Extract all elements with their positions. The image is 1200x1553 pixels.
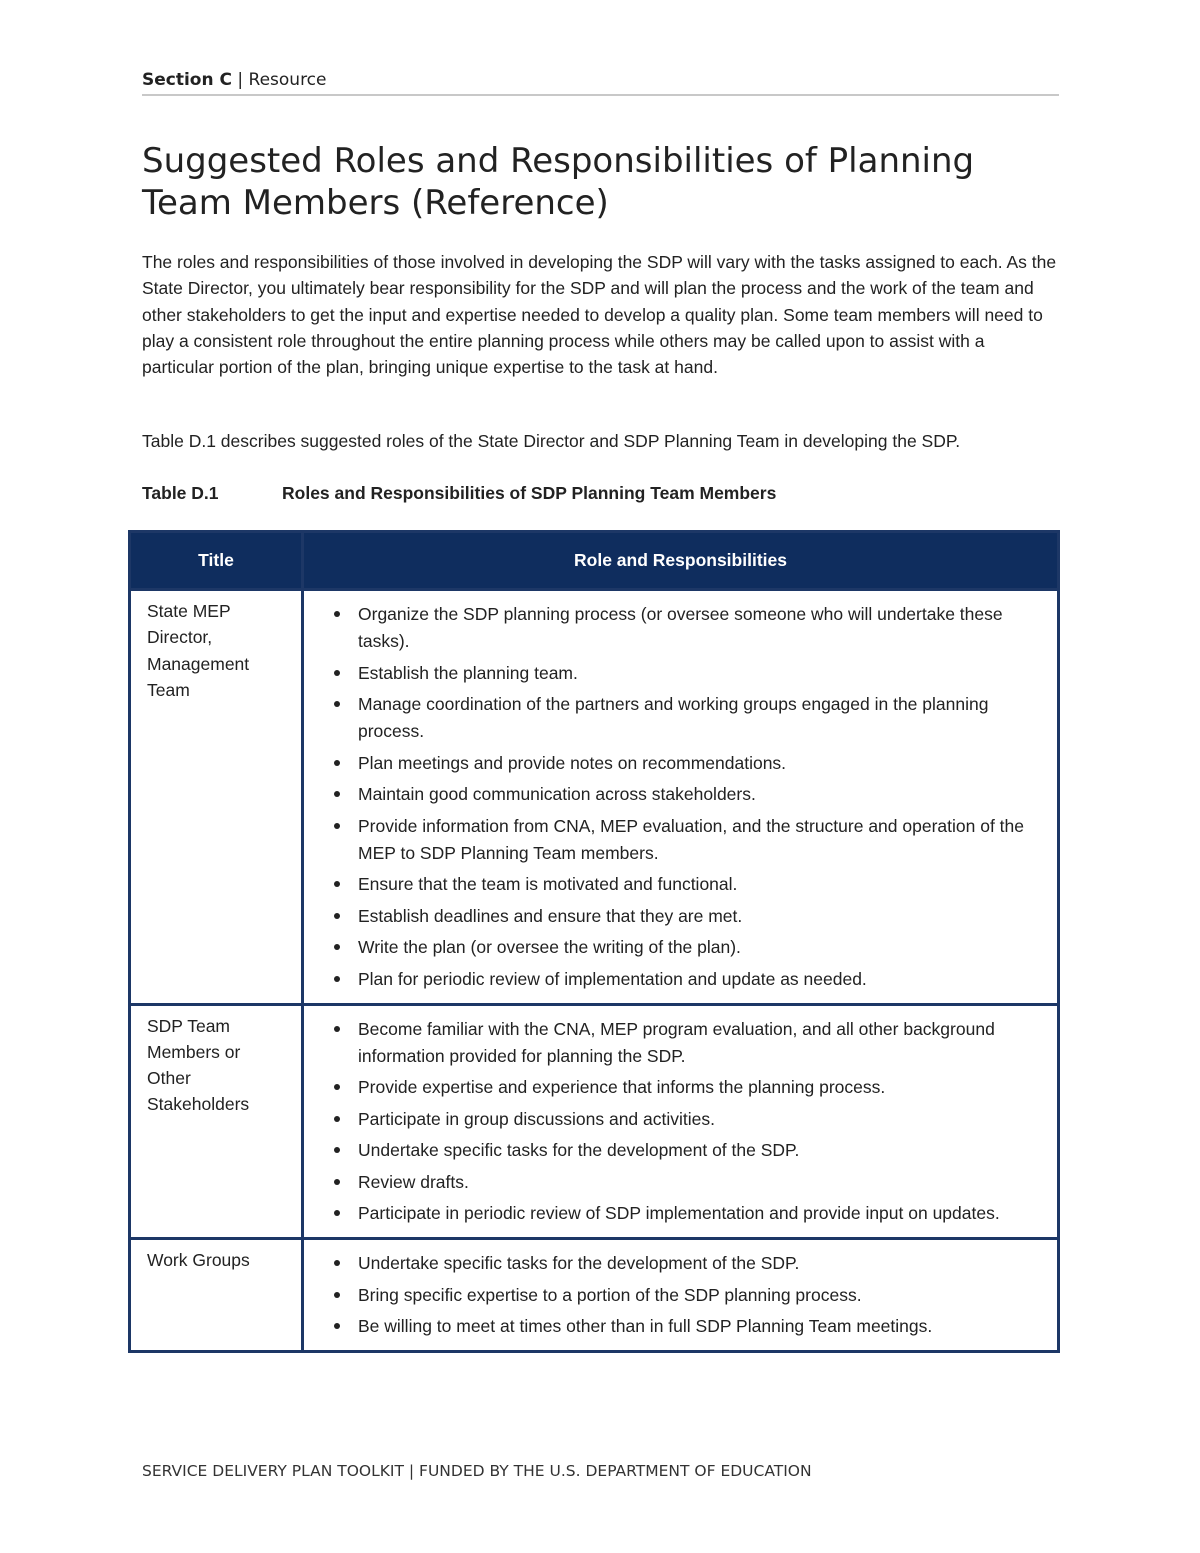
table-row <box>130 1239 1059 1352</box>
list-item: Provide expertise and experience that informs the planning process. <box>332 1074 1037 1101</box>
role-title-line: SDP Team <box>147 1015 231 1036</box>
list-item: Ensure that the team is motivated and functional. <box>332 871 1037 898</box>
intro-paragraph: The roles and responsibilities of those involved in developing the SDP will vary with the tasks assigned to each. As the State Director, you ultimately bear responsibility for the SDP and will plan the process and the work of the team and other stakeholders to get the input and expertise needed to develop a quality plan. Some team members will need to play a consistent role throughout the entire planning process while others may be called upon to assist with a particular portion of the plan, bringing unique expertise to the task at hand. <box>142 252 1057 378</box>
role-title-line: Team <box>147 679 190 700</box>
role-title-line: Director, <box>147 627 213 648</box>
list-item: Review drafts. <box>332 1169 1037 1196</box>
responsibilities-list <box>332 1250 1037 1340</box>
list-item: Undertake specific tasks for the development of the SDP. <box>332 1250 1037 1277</box>
list-item: Establish deadlines and ensure that they are met. <box>332 903 1037 930</box>
page-footer: SERVICE DELIVERY PLAN TOOLKIT | FUNDED BY THE U.S. DEPARTMENT OF EDUCATION <box>142 1462 812 1480</box>
list-item: Organize the SDP planning process (or oversee someone who will undertake these tasks). <box>332 601 1037 655</box>
role-title-line: Members or <box>147 1041 241 1062</box>
responsibilities-cell <box>303 1239 1059 1352</box>
list-item: Write the plan (or oversee the writing of the plan). <box>332 934 1037 961</box>
page-header <box>142 70 1059 96</box>
list-item: Manage coordination of the partners and working groups engaged in the planning process. <box>332 691 1037 745</box>
page-title: Suggested Roles and Responsibilities of Planning Team Members (Reference) <box>142 141 975 223</box>
table-header-row <box>130 532 1059 590</box>
role-title-line: Stakeholders <box>147 1094 250 1115</box>
responsibilities-cell <box>303 1004 1059 1239</box>
list-item: Plan meetings and provide notes on recommendations. <box>332 750 1037 777</box>
table-body <box>130 590 1059 1352</box>
role-title-line: Work Groups <box>147 1250 250 1270</box>
role-title-cell <box>130 1239 303 1352</box>
list-item: Plan for periodic review of implementation and update as needed. <box>332 966 1037 993</box>
role-title-line: Other <box>147 1068 191 1089</box>
list-item: Maintain good communication across stakeholders. <box>332 781 1037 808</box>
column-header-responsibilities: Role and Responsibilities <box>303 532 1059 590</box>
role-title-line: State MEP <box>147 601 231 621</box>
header-separator: | <box>231 70 249 90</box>
list-item: Be willing to meet at times other than in full SDP Planning Team meetings. <box>332 1313 1037 1340</box>
table-description: Table D.1 describes suggested roles of the State Director and SDP Planning Team in developing the SDP. <box>142 431 961 451</box>
table-row <box>130 1004 1059 1239</box>
section-label: Section C <box>142 70 232 90</box>
roles-table <box>128 530 1060 1353</box>
header-resource-label: Resource <box>248 70 327 90</box>
list-item: Become familiar with the CNA, MEP program evaluation, and all other background information provided for planning the SDP. <box>332 1016 1037 1070</box>
list-item: Participate in periodic review of SDP implementation and provide input on updates. <box>332 1200 1037 1227</box>
table-caption-number: Table D.1 <box>142 483 219 503</box>
responsibilities-list <box>332 1016 1037 1228</box>
table-caption-text: Roles and Responsibilities of SDP Planning Team Members <box>282 483 777 503</box>
list-item: Establish the planning team. <box>332 660 1037 687</box>
role-title-line: Management <box>147 653 250 674</box>
list-item: Participate in group discussions and activities. <box>332 1106 1037 1133</box>
column-header-title: Title <box>130 532 303 590</box>
table-caption <box>142 480 1059 506</box>
list-item: Provide information from CNA, MEP evaluation, and the structure and operation of the MEP to SDP Planning Team members. <box>332 813 1037 867</box>
responsibilities-list <box>332 601 1037 993</box>
role-title-cell <box>130 590 303 1005</box>
list-item: Undertake specific tasks for the development of the SDP. <box>332 1137 1037 1164</box>
list-item: Bring specific expertise to a portion of the SDP planning process. <box>332 1282 1037 1309</box>
role-title-cell <box>130 1004 303 1239</box>
table-row <box>130 590 1059 1005</box>
responsibilities-cell <box>303 590 1059 1005</box>
